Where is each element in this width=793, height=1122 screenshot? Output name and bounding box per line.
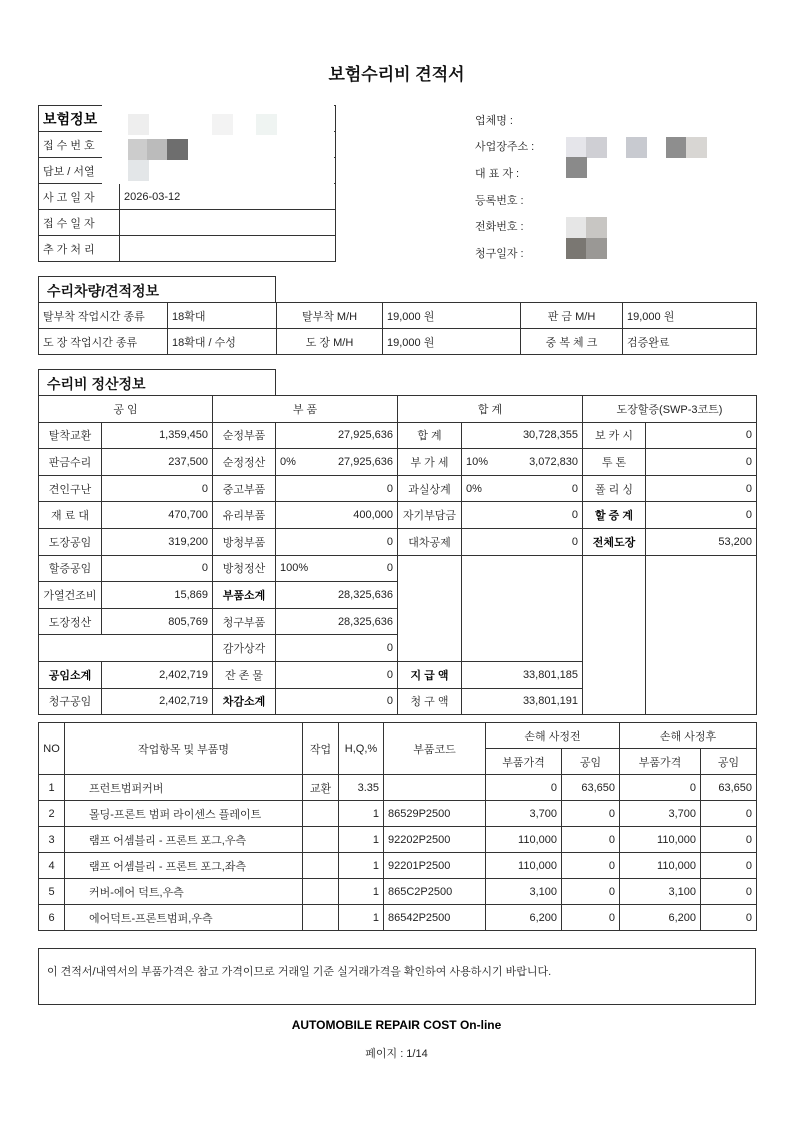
settlement-cell: 0 xyxy=(102,475,213,502)
amount: 400,000 xyxy=(353,509,393,522)
amount: 0 xyxy=(386,562,393,575)
amount: 0 xyxy=(386,642,393,655)
amount: 3,072,830 xyxy=(529,455,578,468)
percent: 0% xyxy=(466,482,482,495)
item-hq: 1 xyxy=(339,853,384,879)
redacted-block xyxy=(586,238,607,259)
item-before-labor: 0 xyxy=(562,801,620,827)
extra-value xyxy=(120,236,336,262)
item-before-price: 110,000 xyxy=(486,827,562,853)
receipt-date-value xyxy=(120,210,336,236)
settlement-cell: 0 xyxy=(646,502,757,529)
settlement-cell: 부품소계 xyxy=(213,582,276,609)
footer-brand: AUTOMOBILE REPAIR COST On-line xyxy=(291,1018,502,1032)
ceo-label: 대 표 자 : xyxy=(475,168,520,180)
redacted-block xyxy=(566,238,587,259)
company-address-label: 사업장주소 : xyxy=(475,141,535,153)
amount: 0 xyxy=(571,509,578,522)
settlement-cell: 2,402,719 xyxy=(102,661,213,688)
item-after-price: 3,100 xyxy=(620,879,701,905)
col-code: 부품코드 xyxy=(384,723,486,775)
parts-amount xyxy=(276,475,398,502)
item-name: 에어덕트-프론트범퍼,우측 xyxy=(65,905,303,931)
item-work: 교환 xyxy=(303,775,339,801)
amount: 0 xyxy=(571,535,578,548)
settlement-cell: 0 xyxy=(646,422,757,449)
totals-amount xyxy=(462,502,583,529)
settlement-cell xyxy=(39,635,213,662)
item-code xyxy=(384,775,486,801)
vehicle-table xyxy=(38,302,757,355)
settlement-cell: 재 료 대 xyxy=(39,502,102,529)
settlement-cell: 유리부품 xyxy=(213,502,276,529)
vehicle-cell: 검증완료 xyxy=(623,329,757,355)
settlement-table xyxy=(38,395,757,715)
totals-amount xyxy=(462,528,583,555)
item-before-price: 110,000 xyxy=(486,853,562,879)
item-no: 5 xyxy=(39,879,65,905)
settlement-cell: 공 임 xyxy=(39,396,213,423)
parts-amount xyxy=(276,582,398,609)
settlement-cell: 0 xyxy=(102,555,213,582)
parts-amount xyxy=(276,528,398,555)
redacted-block xyxy=(128,114,149,135)
item-after-labor: 0 xyxy=(701,905,757,931)
settlement-cell: 폴 리 싱 xyxy=(583,475,646,502)
item-code: 92201P2500 xyxy=(384,853,486,879)
col-before-price: 부품가격 xyxy=(486,749,562,775)
item-after-price: 3,700 xyxy=(620,801,701,827)
settlement-cell: 보 카 시 xyxy=(583,422,646,449)
claim-date-label: 청구일자 : xyxy=(475,248,524,260)
settlement-cell: 부 품 xyxy=(213,396,398,423)
col-before-labor: 공임 xyxy=(562,749,620,775)
item-hq: 1 xyxy=(339,905,384,931)
item-hq: 1 xyxy=(339,827,384,853)
col-before: 손해 사정전 xyxy=(486,723,620,749)
redacted-block xyxy=(586,217,607,238)
redacted-block xyxy=(147,139,168,160)
settlement-cell: 판금수리 xyxy=(39,449,102,476)
settlement-cell: 도장할증(SWP-3코트) xyxy=(583,396,757,423)
item-code: 86542P2500 xyxy=(384,905,486,931)
amount: 0 xyxy=(386,668,393,681)
settlement-cell: 33,801,191 xyxy=(462,688,583,715)
settlement-cell xyxy=(646,555,757,715)
redacted-block xyxy=(566,137,587,158)
amount: 27,925,636 xyxy=(337,429,393,442)
vehicle-cell: 도 장 M/H xyxy=(277,329,383,355)
col-work: 작업 xyxy=(303,723,339,775)
item-before-price: 0 xyxy=(486,775,562,801)
item-code: 92202P2500 xyxy=(384,827,486,853)
settlement-cell: 53,200 xyxy=(646,528,757,555)
settlement-cell: 0 xyxy=(646,449,757,476)
redacted-block xyxy=(212,114,233,135)
item-row xyxy=(39,905,757,931)
vehicle-cell: 19,000 원 xyxy=(623,303,757,329)
settlement-cell: 중고부품 xyxy=(213,475,276,502)
amount: 27,925,636 xyxy=(337,455,393,468)
item-name: 몰딩-프론트 범퍼 라이센스 플레이트 xyxy=(65,801,303,827)
col-hq: H,Q,% xyxy=(339,723,384,775)
items-table xyxy=(38,722,757,931)
item-name: 프런트범퍼커버 xyxy=(65,775,303,801)
parts-amount xyxy=(276,555,398,582)
disclaimer-note: 이 견적서/내역서의 부품가격은 참고 가격이므로 거래일 기준 실거래가격을 확인하여 사용하시기 바랍니다. xyxy=(38,948,756,1005)
settlement-cell: 청 구 액 xyxy=(398,688,462,715)
settlement-cell: 공임소계 xyxy=(39,661,102,688)
redacted-block xyxy=(128,160,149,181)
settlement-cell: 탈착교환 xyxy=(39,422,102,449)
vehicle-cell: 18확대 xyxy=(168,303,277,329)
item-code: 86529P2500 xyxy=(384,801,486,827)
settlement-cell: 15,869 xyxy=(102,582,213,609)
col-after-labor: 공임 xyxy=(701,749,757,775)
redacted-block xyxy=(256,114,277,135)
vehicle-cell: 19,000 원 xyxy=(383,303,521,329)
item-name: 램프 어셈블리 - 프론트 포그,좌측 xyxy=(65,853,303,879)
item-no: 4 xyxy=(39,853,65,879)
item-after-labor: 0 xyxy=(701,827,757,853)
accident-date-value: 2026-03-12 xyxy=(120,184,336,210)
settlement-cell xyxy=(462,555,583,661)
amount: 0 xyxy=(386,482,393,495)
settlement-cell: 감가상각 xyxy=(213,635,276,662)
redacted-block xyxy=(686,137,707,158)
page-number: 페이지 : 1/14 xyxy=(365,1048,428,1060)
item-after-labor: 0 xyxy=(701,801,757,827)
settlement-cell: 가열건조비 xyxy=(39,582,102,609)
col-after: 손해 사정후 xyxy=(620,723,757,749)
amount: 0 xyxy=(386,695,393,708)
item-row xyxy=(39,879,757,905)
settlement-cell: 과실상계 xyxy=(398,475,462,502)
vehicle-cell: 19,000 원 xyxy=(383,329,521,355)
col-after-price: 부품가격 xyxy=(620,749,701,775)
settlement-cell: 0 xyxy=(646,475,757,502)
phone-label: 전화번호 : xyxy=(475,221,524,233)
amount: 28,325,636 xyxy=(337,588,393,601)
vehicle-header: 수리차량/견적정보 xyxy=(38,276,276,303)
item-after-labor: 0 xyxy=(701,853,757,879)
settlement-cell: 견인구난 xyxy=(39,475,102,502)
document-title: 보험수리비 견적서 xyxy=(328,65,465,84)
settlement-cell: 청구부품 xyxy=(213,608,276,635)
redacted-block xyxy=(666,137,687,158)
totals-amount xyxy=(462,475,583,502)
parts-amount xyxy=(276,502,398,529)
redacted-block xyxy=(566,217,587,238)
percent: 10% xyxy=(466,455,489,468)
col-name: 작업항목 및 부품명 xyxy=(65,723,303,775)
settlement-cell xyxy=(583,555,646,715)
item-after-labor: 0 xyxy=(701,879,757,905)
settlement-cell: 2,402,719 xyxy=(102,688,213,715)
totals-amount xyxy=(462,422,583,449)
item-hq: 3.35 xyxy=(339,775,384,801)
percent: 0% xyxy=(280,455,296,468)
item-before-labor: 0 xyxy=(562,853,620,879)
item-before-price: 3,700 xyxy=(486,801,562,827)
parts-amount xyxy=(276,688,398,715)
item-row xyxy=(39,801,757,827)
settlement-cell: 도장정산 xyxy=(39,608,102,635)
item-work xyxy=(303,853,339,879)
item-before-labor: 0 xyxy=(562,905,620,931)
item-before-labor: 63,650 xyxy=(562,775,620,801)
amount: 0 xyxy=(571,482,578,495)
item-work xyxy=(303,879,339,905)
settlement-cell: 805,769 xyxy=(102,608,213,635)
item-before-labor: 0 xyxy=(562,827,620,853)
item-code: 865C2P2500 xyxy=(384,879,486,905)
company-name-label: 업체명 : xyxy=(475,115,513,127)
vehicle-cell: 탈부착 작업시간 종류 xyxy=(39,303,168,329)
settlement-cell: 할 증 계 xyxy=(583,502,646,529)
item-hq: 1 xyxy=(339,879,384,905)
item-row xyxy=(39,853,757,879)
settlement-cell: 237,500 xyxy=(102,449,213,476)
vehicle-cell: 중 복 체 크 xyxy=(521,329,623,355)
col-no: NO xyxy=(39,723,65,775)
receipt-date-label: 접 수 일 자 xyxy=(39,210,120,236)
item-no: 1 xyxy=(39,775,65,801)
parts-amount xyxy=(276,635,398,662)
parts-amount xyxy=(276,422,398,449)
redacted-block xyxy=(566,157,587,178)
item-before-price: 3,100 xyxy=(486,879,562,905)
settlement-cell: 방청부품 xyxy=(213,528,276,555)
coverage-label: 담보 / 서열 xyxy=(39,158,120,184)
settlement-cell: 전체도장 xyxy=(583,528,646,555)
item-no: 3 xyxy=(39,827,65,853)
item-work xyxy=(303,801,339,827)
parts-amount xyxy=(276,661,398,688)
settlement-cell: 1,359,450 xyxy=(102,422,213,449)
redacted-block xyxy=(128,139,149,160)
redacted-block xyxy=(167,139,188,160)
vehicle-cell: 탈부착 M/H xyxy=(277,303,383,329)
item-after-labor: 63,650 xyxy=(701,775,757,801)
extra-label: 추 가 처 리 xyxy=(39,236,120,262)
accident-date-label: 사 고 일 자 xyxy=(39,184,120,210)
item-after-price: 0 xyxy=(620,775,701,801)
settlement-cell: 투 톤 xyxy=(583,449,646,476)
settlement-cell: 자기부담금 xyxy=(398,502,462,529)
settlement-cell: 대차공제 xyxy=(398,528,462,555)
settlement-cell: 잔 존 물 xyxy=(213,661,276,688)
parts-amount xyxy=(276,608,398,635)
settlement-cell: 319,200 xyxy=(102,528,213,555)
item-name: 램프 어셈블리 - 프론트 포그,우측 xyxy=(65,827,303,853)
amount: 30,728,355 xyxy=(522,429,578,442)
settlement-cell: 순정정산 xyxy=(213,449,276,476)
item-row xyxy=(39,775,757,801)
receipt-no-label: 접 수 번 호 xyxy=(39,132,120,158)
settlement-cell xyxy=(398,555,462,661)
item-work xyxy=(303,827,339,853)
redacted-block xyxy=(586,137,607,158)
item-after-price: 6,200 xyxy=(620,905,701,931)
settlement-cell: 합 계 xyxy=(398,396,583,423)
settlement-cell: 부 가 세 xyxy=(398,449,462,476)
settlement-cell: 청구공임 xyxy=(39,688,102,715)
percent: 100% xyxy=(280,562,309,575)
totals-amount xyxy=(462,449,583,476)
item-name: 커버-에어 덕트,우측 xyxy=(65,879,303,905)
settlement-cell: 방청정산 xyxy=(213,555,276,582)
item-before-price: 6,200 xyxy=(486,905,562,931)
settlement-cell: 지 급 액 xyxy=(398,661,462,688)
item-work xyxy=(303,905,339,931)
settlement-cell: 합 계 xyxy=(398,422,462,449)
settlement-cell: 33,801,185 xyxy=(462,661,583,688)
redacted-block xyxy=(626,137,647,158)
item-hq: 1 xyxy=(339,801,384,827)
registration-label: 등록번호 : xyxy=(475,195,524,207)
vehicle-cell: 도 장 작업시간 종류 xyxy=(39,329,168,355)
parts-amount xyxy=(276,449,398,476)
item-no: 6 xyxy=(39,905,65,931)
settlement-cell: 순정부품 xyxy=(213,422,276,449)
amount: 0 xyxy=(386,535,393,548)
item-after-price: 110,000 xyxy=(620,827,701,853)
settlement-cell: 차감소계 xyxy=(213,688,276,715)
settlement-cell: 할증공임 xyxy=(39,555,102,582)
settlement-cell: 도장공임 xyxy=(39,528,102,555)
vehicle-cell: 18확대 / 수성 xyxy=(168,329,277,355)
amount: 28,325,636 xyxy=(337,615,393,628)
item-before-labor: 0 xyxy=(562,879,620,905)
item-no: 2 xyxy=(39,801,65,827)
vehicle-cell: 판 금 M/H xyxy=(521,303,623,329)
settlement-header: 수리비 정산정보 xyxy=(38,369,276,396)
settlement-cell: 470,700 xyxy=(102,502,213,529)
item-after-price: 110,000 xyxy=(620,853,701,879)
item-row xyxy=(39,827,757,853)
insurance-header: 보험정보 xyxy=(39,106,336,132)
